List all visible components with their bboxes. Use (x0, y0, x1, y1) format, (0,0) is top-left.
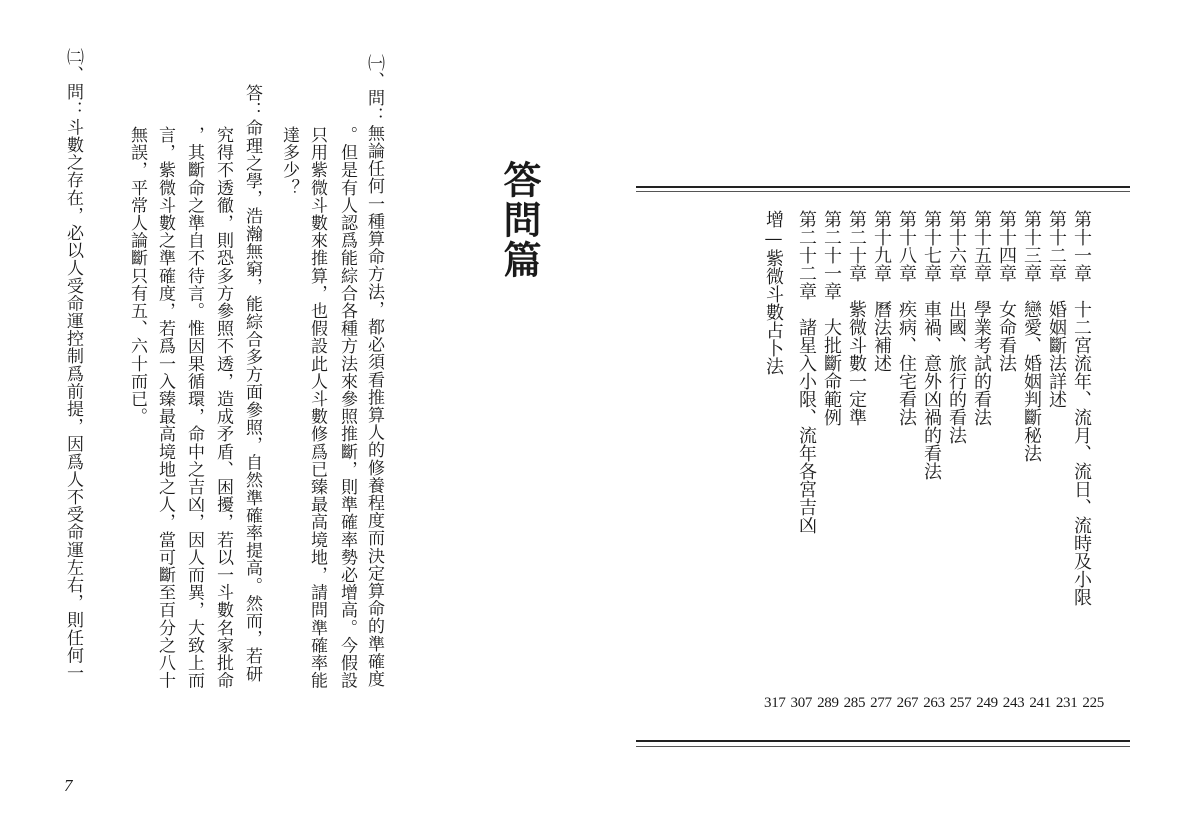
text-column-6: 究得不透徹，則恐多方參照不透，造成矛盾、困擾，若以一斗數名家批命 (213, 126, 233, 690)
toc-title: 十二宮流年、流月、流日、流時及小限 (1071, 300, 1092, 606)
toc-page-number: 317 (764, 695, 786, 711)
toc-chapter: 第二十二章 (796, 210, 817, 300)
toc-title: 婚姻斷法詳述 (1046, 300, 1067, 408)
toc-chapter: 增 (763, 210, 784, 228)
text-column-10: ㈡、問：斗數之存在，必以人受命運控制爲前提，因爲人不受命運左右，則任何一 (63, 48, 83, 682)
bottom-rule-thin (636, 746, 1130, 747)
toc-chapter: 第十七章 (921, 210, 942, 282)
bottom-rule (636, 740, 1130, 742)
toc-title: 戀愛、婚姻判斷秘法 (1021, 300, 1042, 462)
text-column-8: 言，紫微斗數之準確度，若爲一入臻最高境地之人，當可斷至百分之八十 (155, 126, 175, 690)
toc-entry[interactable] (1022, 210, 1040, 462)
toc-page-numbers (764, 695, 1104, 712)
section-title: 答問篇 (497, 160, 541, 280)
toc-chapter: 第十六章 (946, 210, 967, 282)
toc-page-number: 225 (1082, 695, 1104, 711)
toc-page-number: 267 (896, 695, 919, 711)
toc-entry[interactable] (872, 210, 890, 372)
toc-page-number: 241 (1029, 695, 1051, 711)
toc-title: 諸星入小限、流年各宮吉凶 (796, 318, 817, 534)
toc-entry[interactable] (972, 210, 990, 426)
toc-entry[interactable] (1047, 210, 1065, 408)
toc-chapter: 第十一章 (1071, 210, 1092, 282)
text-column-4: 達多少？ (279, 126, 299, 197)
toc-page-number: 257 (949, 695, 972, 711)
text-column-1: ㈠、問：無論任何一種算命方法，都必須看推算人的修養程度而決定算命的準確度 (364, 54, 384, 688)
text-column-5: 答：命理之學，浩瀚無窮，能綜合多方面參照，自然準確率提高。然而，若研 (242, 84, 262, 683)
toc-title: 疾病、住宅看法 (896, 300, 917, 426)
toc-entry[interactable] (847, 210, 865, 426)
toc-chapter: 第十三章 (1021, 210, 1042, 282)
toc-entry[interactable] (947, 210, 965, 444)
toc-title: 車禍、意外凶禍的看法 (921, 300, 942, 480)
toc-page-number: 249 (976, 695, 998, 711)
text-column-7: ，其斷命之準自不待言。惟因果循環，命中之吉凶，因人而異，大致上而 (184, 126, 204, 690)
page-number: 7 (64, 776, 73, 795)
text-column-3: 只用紫微斗數來推算，也假設此人斗數修爲已臻最高境地，請問準確率能 (307, 126, 327, 690)
toc-entry[interactable] (764, 210, 782, 375)
toc-page-number: 289 (817, 695, 839, 711)
text-column-2: 。但是有人認爲能綜合各種方法來參照推斷，則準確率勢必增高。今假設 (337, 126, 357, 690)
toc-title: 曆法補述 (871, 300, 892, 372)
toc-entry[interactable] (922, 210, 940, 480)
toc-chapter: 第十二章 (1046, 210, 1067, 282)
toc-page-number: 243 (1002, 695, 1025, 711)
toc-entry[interactable] (1072, 210, 1090, 606)
toc-title: 紫微斗數一定準 (846, 300, 867, 426)
top-rule-thin (636, 191, 1130, 192)
toc-page-number: 277 (870, 695, 892, 711)
top-rule (636, 186, 1130, 188)
toc-chapter: 第二十一章 (821, 210, 842, 300)
toc-chapter: 第十八章 (896, 210, 917, 282)
toc-page-number: 263 (923, 695, 945, 711)
toc-title: —紫微斗數占卜法 (763, 228, 784, 375)
toc-page-number: 285 (843, 695, 866, 711)
toc-chapter: 第十四章 (996, 210, 1017, 282)
toc-page-number: 231 (1055, 695, 1078, 711)
toc-title: 女命看法 (996, 300, 1017, 372)
toc-title: 大批斷命範例 (821, 318, 842, 426)
toc-page-number: 307 (790, 695, 813, 711)
toc-title: 出國、旅行的看法 (946, 300, 967, 444)
toc-chapter: 第十五章 (971, 210, 992, 282)
toc-entry[interactable] (997, 210, 1015, 372)
toc-chapter: 第十九章 (871, 210, 892, 282)
toc-entry[interactable] (897, 210, 915, 426)
toc-entry[interactable] (797, 210, 815, 534)
toc-title: 學業考試的看法 (971, 300, 992, 426)
toc-chapter: 第二十章 (846, 210, 867, 282)
text-column-9: 無誤，平常人論斷只有五、六十而已。 (127, 126, 147, 426)
toc-entry[interactable] (822, 210, 840, 426)
